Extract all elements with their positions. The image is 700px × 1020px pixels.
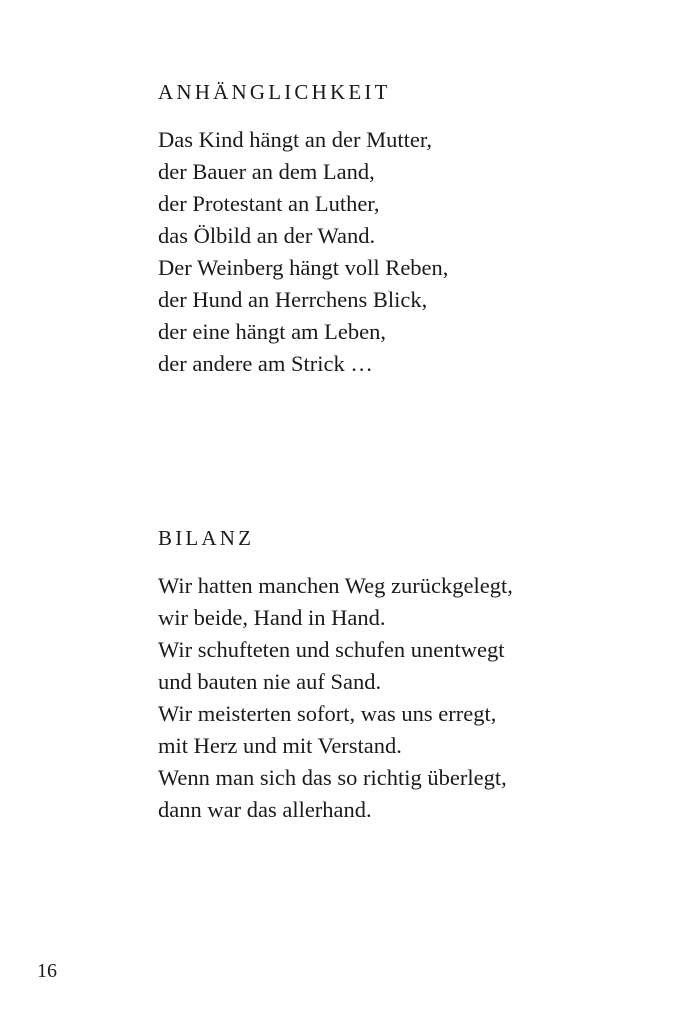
poem-bilanz — [158, 524, 678, 826]
poem-line: Der Weinberg hängt voll Reben, — [158, 255, 449, 280]
poem-line: Wir hatten manchen Weg zurückgelegt, — [158, 573, 513, 598]
poem-line: Wir schufteten und schufen unentwegt — [158, 637, 505, 662]
poem-title: ANHÄNGLICHKEIT — [158, 80, 391, 104]
poem-line: der eine hängt am Leben, — [158, 319, 387, 344]
poem-line: dann war das allerhand. — [158, 797, 372, 822]
poem-line: wir beide, Hand in Hand. — [158, 605, 386, 630]
page-number: 16 — [37, 960, 57, 982]
poem-title: BILANZ — [158, 526, 255, 550]
poem-line: Wenn man sich das so richtig überlegt, — [158, 765, 507, 790]
poem-line: mit Herz und mit Verstand. — [158, 733, 402, 758]
poem-line: Das Kind hängt an der Mutter, — [158, 127, 433, 152]
poem-line: der Protestant an Luther, — [158, 191, 380, 216]
poem-line: der Hund an Herrchens Blick, — [158, 287, 428, 312]
poem-line: das Ölbild an der Wand. — [158, 223, 376, 248]
poem-line: Wir meisterten sofort, was uns erregt, — [158, 701, 497, 726]
poem-line: der andere am Strick … — [158, 351, 373, 376]
poem-line: und bauten nie auf Sand. — [158, 669, 382, 694]
poem-line: der Bauer an dem Land, — [158, 159, 375, 184]
poem-anhaenglichkeit — [158, 78, 678, 380]
poem-stanza — [158, 124, 678, 380]
poem-stanza — [158, 570, 678, 826]
